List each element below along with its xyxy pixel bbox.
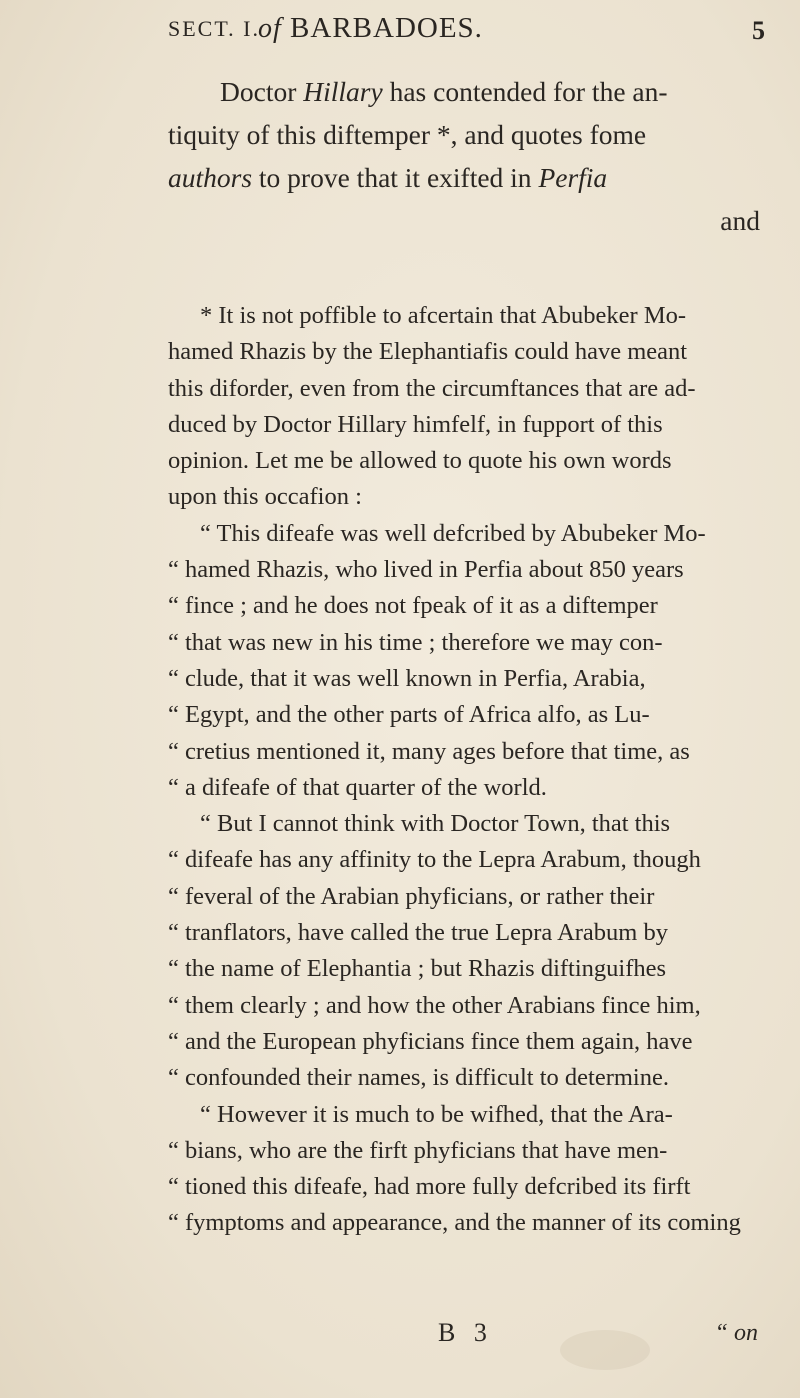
footnote-line: “ clude, that it was well known in Perfia, Arabia,: [168, 664, 646, 692]
footnote-line: “ This difeafe was well defcribed by Abubeker Mo-: [200, 519, 706, 547]
footnote-line: “ cretius mentioned it, many ages before that time, as: [168, 737, 690, 765]
main-catchword: and: [720, 205, 760, 236]
footnote-line: opinion. Let me be allowed to quote his own words: [168, 447, 672, 475]
footnote-line: “ difeafe has any affinity to the Lepra Arabum, though: [168, 846, 701, 874]
footnote-line: “ But I cannot think with Doctor Town, that this: [200, 810, 671, 838]
footnote-line: “ a difeafe of that quarter of the world.: [168, 773, 547, 801]
page-number: 5: [752, 16, 766, 45]
footnote-line: “ However it is much to be wifhed, that the Ara-: [200, 1100, 673, 1128]
footnote-line: upon this occafion :: [168, 483, 362, 511]
main-text: [168, 70, 766, 242]
main-line: authors to prove that it exifted in Perfia: [168, 162, 608, 193]
page-footer: [168, 1318, 766, 1358]
footnote-line: “ hamed Rhazis, who lived in Perfia about 850 years: [168, 556, 684, 584]
footnote-line: * It is not poffible to afcertain that Abubeker Mo-: [200, 302, 687, 329]
signature-mark: B 3: [438, 1318, 493, 1347]
footnote-line: “ them clearly ; and how the other Arabians fince him,: [168, 991, 701, 1019]
footnote-line: duced by Doctor Hillary himfelf, in fupport of this: [168, 410, 663, 438]
title-place: BARBADOES.: [290, 12, 483, 44]
footnote-line: “ that was new in his time ; therefore we may con-: [168, 628, 663, 656]
running-title: [258, 12, 483, 45]
footnote-line: “ tranflators, have called the true Lepra Arabum by: [168, 919, 668, 947]
section-label: SECT. I.: [168, 16, 260, 41]
main-line: Doctor Hillary has contended for the an-: [220, 76, 668, 107]
footnote-line: “ feveral of the Arabian phyficians, or rather their: [168, 882, 655, 910]
footnote: [168, 298, 766, 1242]
footnote-line: hamed Rhazis by the Elephantiafis could have meant: [168, 338, 688, 366]
footnote-line: “ the name of Elephantia ; but Rhazis diftinguifhes: [168, 955, 667, 983]
footnote-line: “ confounded their names, is difficult to determine.: [168, 1064, 669, 1092]
footnote-line: “ fymptoms and appearance, and the manner of its coming: [168, 1209, 741, 1237]
footnote-line: “ Egypt, and the other parts of Africa alfo, as Lu-: [168, 701, 650, 729]
footnote-line: “ bians, who are the firft phyficians that have men-: [168, 1136, 668, 1164]
footnote-line: this diforder, even from the circumftances that are ad-: [168, 374, 696, 402]
main-line: tiquity of this diftemper *, and quotes fome: [168, 119, 647, 150]
title-of: of: [258, 13, 282, 44]
running-head: [168, 12, 766, 52]
footnote-line: “ and the European phyficians fince them again, have: [168, 1027, 693, 1055]
footnote-line: “ fince ; and he does not fpeak of it as a diftemper: [168, 592, 658, 620]
footnote-line: “ tioned this difeafe, had more fully defcribed its firft: [168, 1173, 691, 1201]
footer-catchword: “ on: [714, 1320, 758, 1346]
